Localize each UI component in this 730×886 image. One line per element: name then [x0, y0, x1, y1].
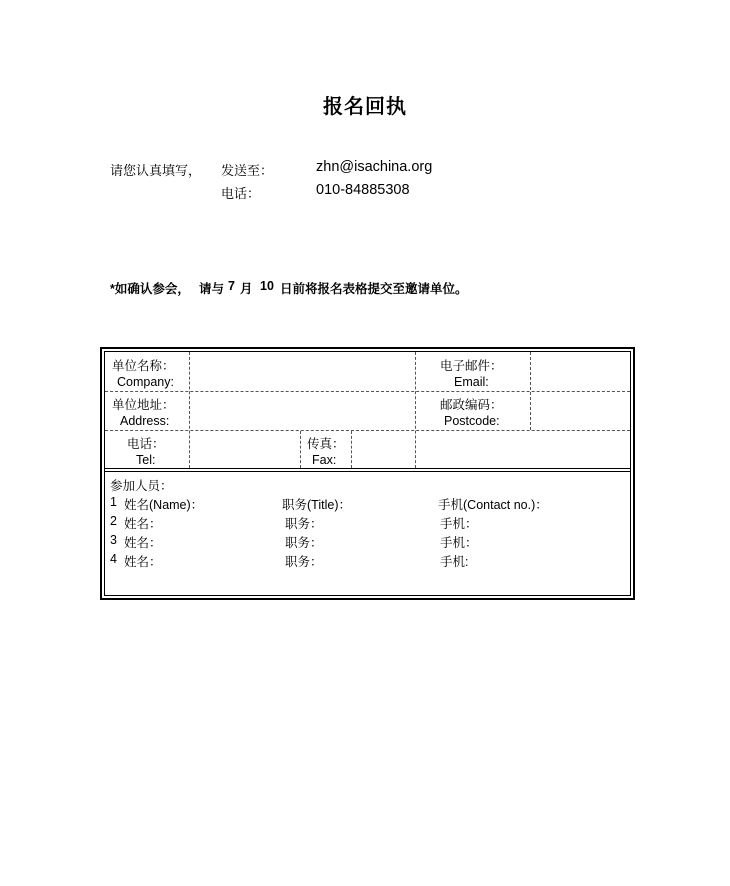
attendee-4-num: 4 [110, 552, 117, 566]
fax-label-cn: 传真： [307, 437, 345, 451]
attendee-2-title-label[interactable]: 职务： [285, 517, 323, 531]
contact-email[interactable]: zhn@isachina.org [316, 159, 433, 175]
instruction-text: 请您认真填写， [110, 163, 202, 178]
notice-part2: 请与 [199, 282, 225, 296]
tel-label-cn: 电话： [127, 437, 165, 451]
address-label-en: Address: [120, 414, 170, 428]
postcode-label-en: Postcode: [444, 414, 500, 428]
section-divider-bottom [104, 471, 631, 472]
email-label-en: Email: [454, 375, 489, 389]
address-input-cell[interactable] [190, 392, 415, 430]
attendee-3-mobile-label[interactable]: 手机： [440, 536, 478, 550]
col-divider-fax-left [300, 431, 301, 468]
postcode-input-cell[interactable] [531, 392, 630, 430]
postcode-label-cn: 邮政编码： [440, 398, 503, 412]
fax-input-cell[interactable] [352, 431, 415, 468]
contact-phone: 010-84885308 [316, 182, 410, 198]
col-divider-mid [415, 352, 416, 468]
attendee-4-mobile-label[interactable]: 手机: [440, 555, 469, 569]
company-label-en: Company: [117, 375, 174, 389]
attendee-1-name-label[interactable]: 姓名(Name)： [124, 498, 204, 512]
address-label-cn: 单位地址： [112, 398, 175, 412]
tel-label-en: Tel: [136, 453, 156, 467]
company-label-cn: 单位名称： [112, 359, 175, 373]
notice-day: 10 [260, 279, 274, 293]
notice-month: 7 [228, 279, 235, 293]
attendee-4-title-label[interactable]: 职务： [285, 555, 323, 569]
attendees-label: 参加人员： [110, 479, 173, 493]
email-label-cn: 电子邮件： [440, 359, 503, 373]
send-to-label: 发送至： [221, 163, 274, 178]
attendee-2-num: 2 [110, 514, 117, 528]
attendee-1-mobile-label[interactable]: 手机(Contact no.)： [438, 498, 548, 512]
attendee-3-title-label[interactable]: 职务： [285, 536, 323, 550]
company-input-cell[interactable] [190, 352, 415, 391]
attendee-4-name-label[interactable]: 姓名： [124, 555, 162, 569]
phone-label: 电话： [221, 186, 261, 201]
fax-label-en: Fax: [312, 453, 337, 467]
section-divider-top [104, 468, 631, 469]
tel-input-cell[interactable] [190, 431, 300, 468]
notice-part3: 日前将报名表格提交至邀请单位。 [280, 282, 468, 296]
attendee-1-num: 1 [110, 495, 117, 509]
notice-part1: *如确认参会， [110, 282, 190, 296]
page-title: 报名回执 [323, 96, 407, 118]
email-input-cell[interactable] [531, 352, 630, 391]
attendee-3-num: 3 [110, 533, 117, 547]
attendee-2-name-label[interactable]: 姓名： [124, 517, 162, 531]
attendee-1-title-label[interactable]: 职务(Title)： [282, 498, 351, 512]
attendee-3-name-label[interactable]: 姓名： [124, 536, 162, 550]
notice-month-unit: 月 [240, 282, 253, 296]
attendee-2-mobile-label[interactable]: 手机： [440, 517, 478, 531]
